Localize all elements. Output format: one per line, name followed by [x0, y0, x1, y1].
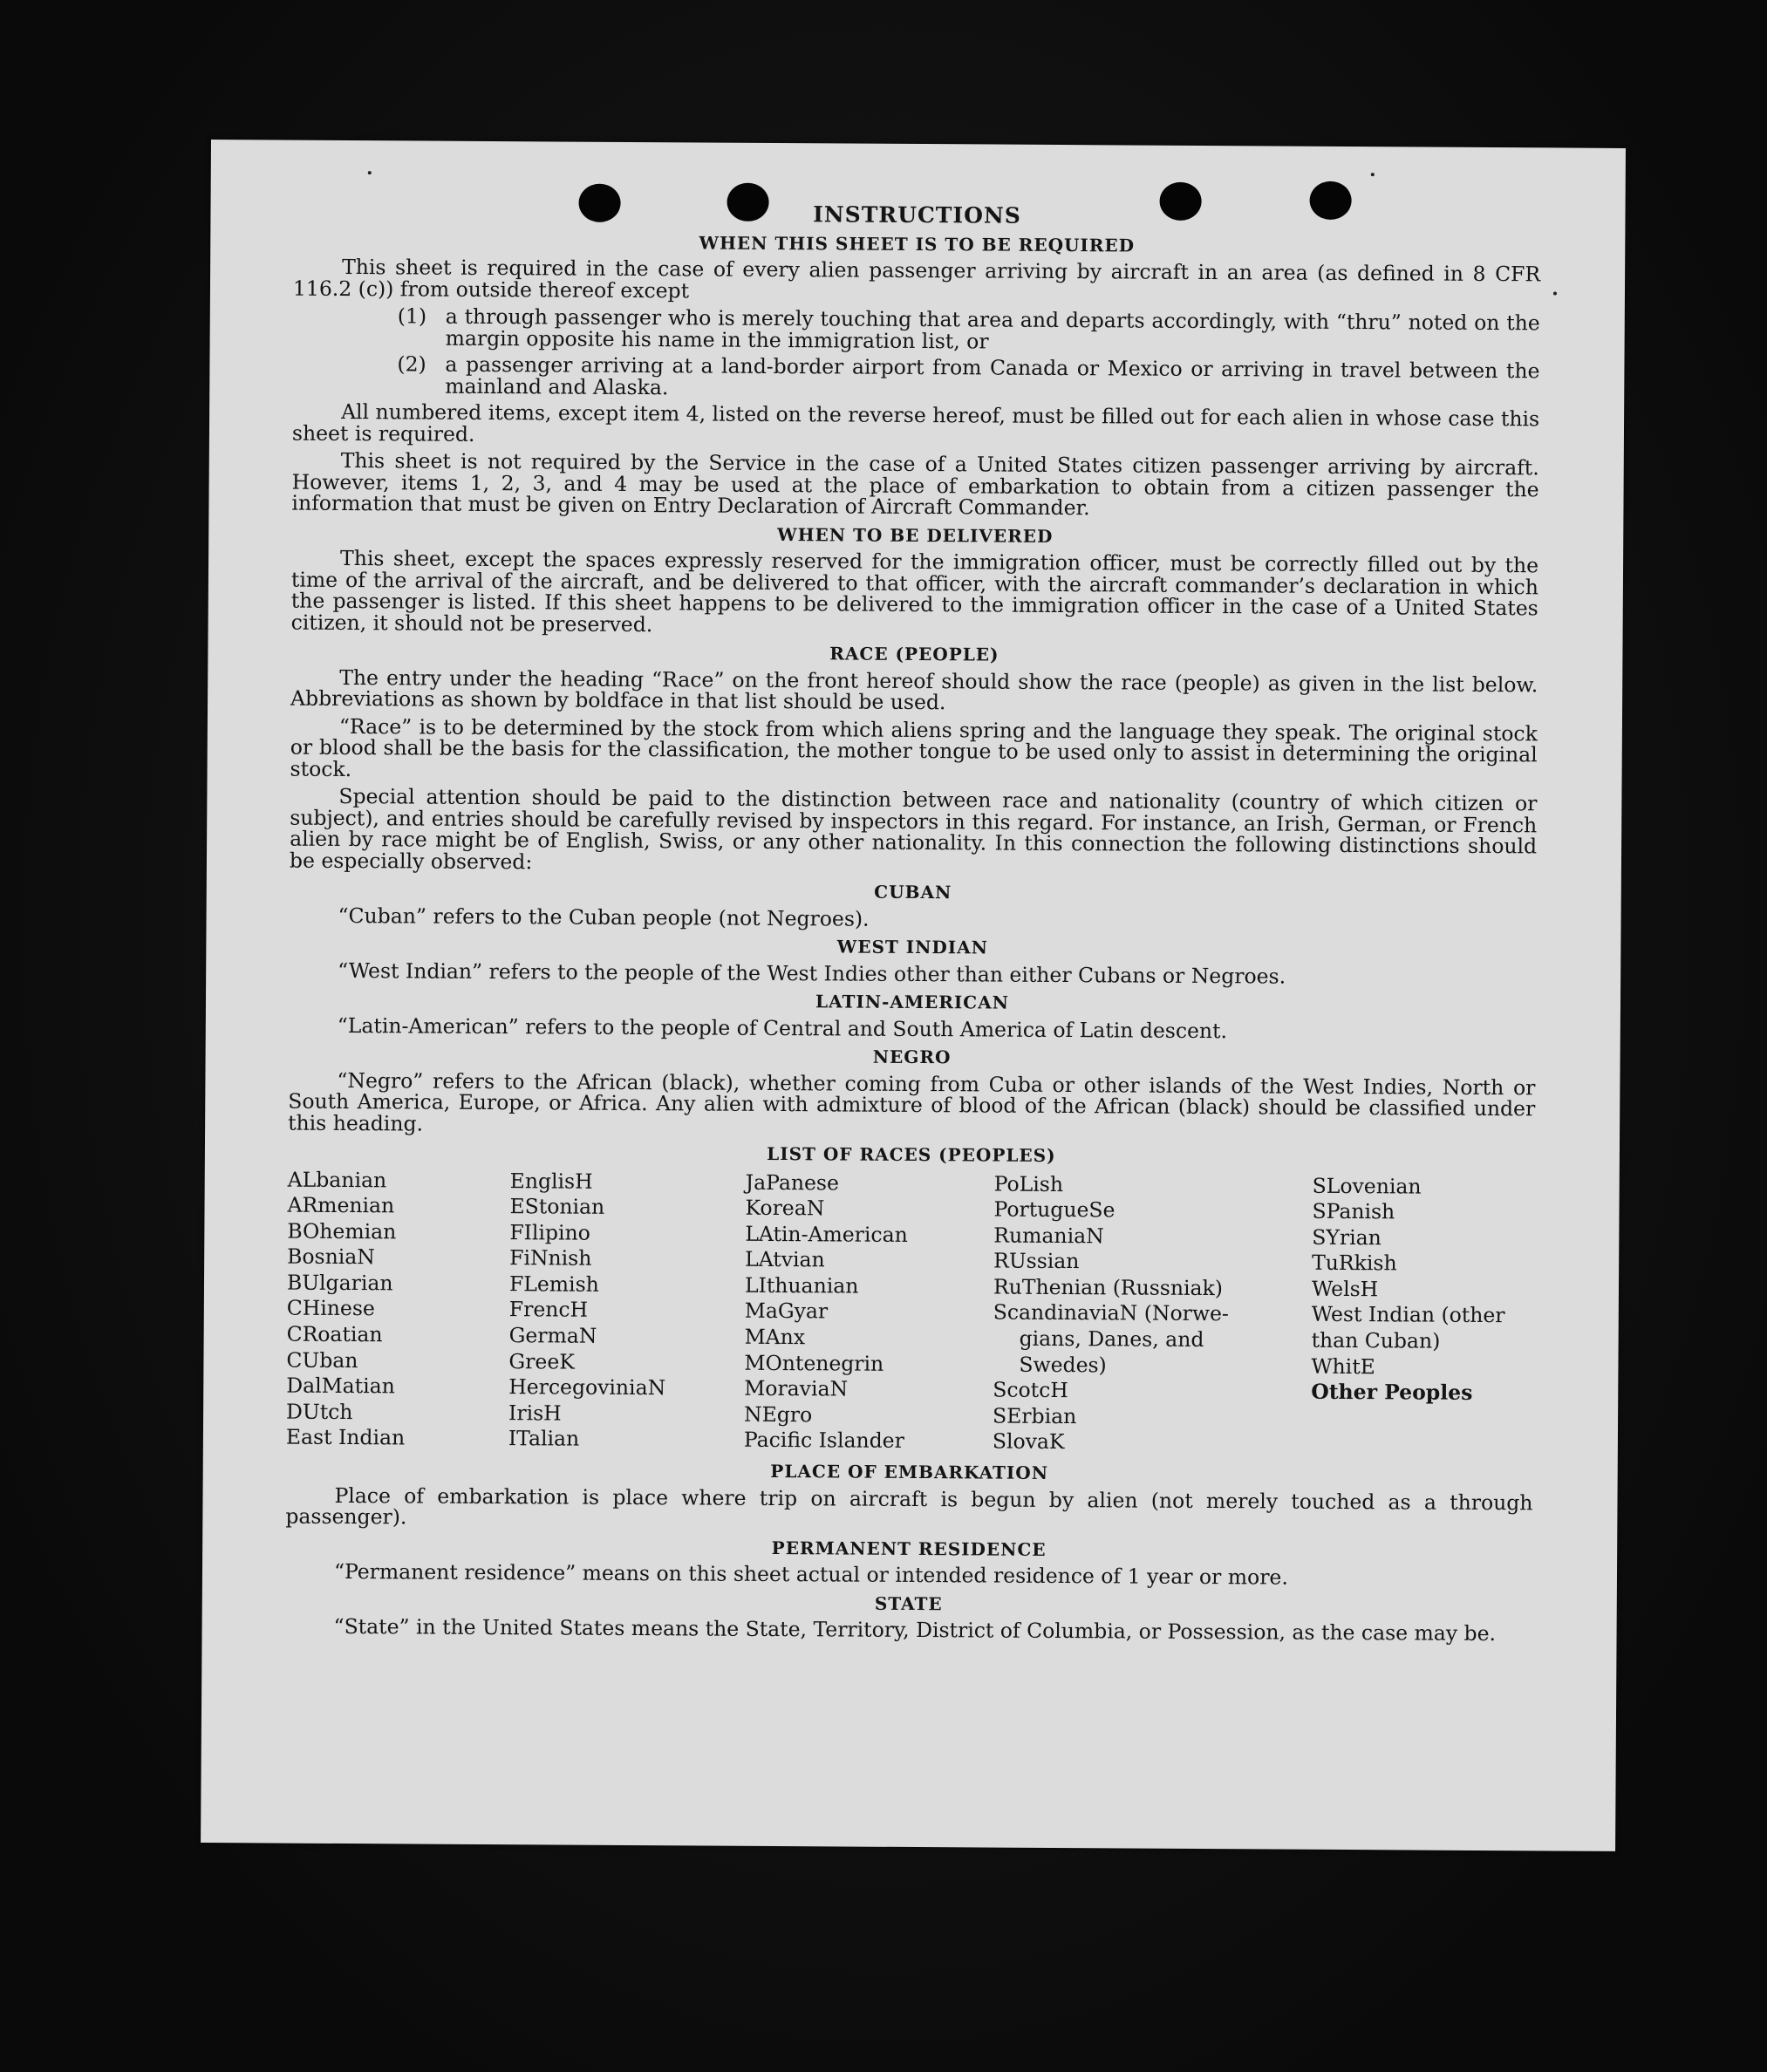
race-item: ITalian [508, 1426, 580, 1452]
race-para-3: Special attention should be paid to the distinction between race and nationality (country of which citizen or subject), and entries should be carefully revised by inspectors in this regard. For instance, an Irish, German, or French alien by race might be of English, Swiss, or any other nationality. In this connection the following distinctions should be especially observed: [289, 783, 1538, 874]
required-para-2: All numbered items, except item 4, listed on the reverse hereof, must be filled out for each alien in whose case this sheet is required. [291, 399, 1540, 446]
race-item: CUban [286, 1347, 358, 1373]
race-item: SlovaK [992, 1428, 1065, 1455]
race-item: RUssian [993, 1248, 1080, 1274]
race-item: ScotcH [993, 1377, 1068, 1403]
page-title: INSTRUCTIONS [813, 201, 1021, 228]
section-title-state: STATE [874, 1592, 943, 1614]
section-title-race: RACE (PEOPLE) [829, 643, 999, 665]
race-para-1: The entry under the heading “Race” on the front hereof should show the race (people) as given in the list below. Abbreviations as shown by boldface in that list should be used. [290, 665, 1538, 715]
race-item: MaGyar [744, 1298, 829, 1324]
race-item: BUlgarian [286, 1270, 393, 1296]
exception-item-2 [397, 353, 1539, 403]
race-item: DUtch [286, 1399, 353, 1424]
instructions-content [284, 201, 1540, 1651]
race-item: ARmenian [287, 1192, 395, 1218]
race-item: LAtvian [745, 1247, 825, 1272]
list-title: LIST OF RACES (PEOPLES) [767, 1142, 1056, 1166]
section-title-latin-american: LATIN-AMERICAN [815, 991, 1010, 1013]
race-item: MoraviaN [744, 1376, 849, 1401]
race-item: NEgro [744, 1401, 813, 1428]
section-title-negro: NEGRO [872, 1046, 952, 1068]
race-item: PoLish [993, 1171, 1064, 1196]
race-column [993, 1171, 1313, 1457]
race-item: Pacific Islander [743, 1428, 904, 1454]
race-item-continued: Swedes) [1019, 1352, 1107, 1378]
race-item: FIlipino [509, 1219, 590, 1245]
race-item: JaPanese [745, 1169, 840, 1195]
state-text: “State” in the United States means the State, Territory, District of Columbia, or Possession, as the case may be. [333, 1613, 1497, 1646]
embarkation-text: Place of embarkation is place where trip on aircraft is begun by alien (not merely touched as a through passenger). [285, 1482, 1533, 1530]
race-item: SPanish [1312, 1198, 1395, 1224]
race-item: LAtin-American [745, 1221, 908, 1247]
section-title-cuban: CUBAN [874, 881, 952, 903]
latin-american-text: “Latin-American” refers to the people of Central and South America of Latin descent. [337, 1012, 1228, 1043]
race-para-2: “Race” is to be determined by the stock from which aliens spring and the language they speak. The original stock or blood shall be the basis for the classification, the mother tongue to be used only to assist in determining the original stock. [290, 713, 1538, 781]
race-item: LIthuanian [744, 1272, 859, 1298]
race-item: BOhemian [287, 1218, 397, 1244]
race-column [744, 1169, 994, 1455]
race-item: WhitE [1311, 1353, 1375, 1379]
race-column [1311, 1173, 1535, 1458]
race-item: East Indian [285, 1425, 406, 1450]
item-text: a passenger arriving at a land-border airport from Canada or Mexico or arriving in travel between the mainland and Alaska. [445, 351, 1540, 399]
race-column [508, 1169, 746, 1454]
race-item: DalMatian [286, 1373, 395, 1399]
speck [1553, 291, 1557, 295]
race-item: TuRkish [1312, 1251, 1397, 1276]
item-number: (2) [397, 351, 426, 377]
race-item: SLovenian [1312, 1173, 1422, 1199]
race-item: FLemish [508, 1271, 599, 1297]
race-item: West Indian (other [1311, 1302, 1505, 1328]
race-item: IrisH [508, 1401, 562, 1426]
race-item: RuThenian (Russniak) [993, 1274, 1224, 1301]
race-item: KoreaN [745, 1195, 825, 1221]
race-item: CRoatian [286, 1321, 383, 1347]
cuban-text: “Cuban” refers to the Cuban people (not Negroes). [338, 903, 870, 931]
race-item: EStonian [509, 1194, 605, 1219]
delivered-text: This sheet, except the spaces expressly reserved for the immigration officer, must be correctly filled out by the time of the arrival of the aircraft, and be delivered to that officer, with the aircraft commander’s declaration in which the passenger is listed. If this sheet happens to be delivered to the immigration officer in the case of a United States citizen, it should not be preserved. [290, 545, 1539, 637]
race-item: WelsH [1311, 1276, 1379, 1302]
race-item: PortugueSe [993, 1196, 1115, 1223]
required-intro: This sheet is required in the case of every alien passenger arriving by aircraft in an area (as defined in 8 CFR 116.2 (c)) from outside thereof except [292, 254, 1541, 303]
section-title-delivered: WHEN TO BE DELIVERED [777, 523, 1054, 547]
negro-text: “Negro” refers to the African (black), whether coming from Cuba or other islands of the West Indies, North or South America, Europe, or Africa. Any alien with admixture of blood of the African (black) should be classified under this heading. [288, 1067, 1536, 1136]
section-title-residence: PERMANENT RESIDENCE [771, 1537, 1047, 1560]
section-title-required: WHEN THIS SHEET IS TO BE REQUIRED [699, 231, 1136, 256]
item-number: (1) [397, 303, 427, 329]
race-item: than Cuban) [1311, 1327, 1441, 1353]
race-item: SYrian [1312, 1224, 1382, 1250]
race-list [286, 1167, 1535, 1458]
exception-item-1 [398, 305, 1540, 355]
race-item-continued: gians, Danes, and [1019, 1326, 1204, 1353]
race-item: FiNnish [509, 1245, 592, 1271]
section-title-embarkation: PLACE OF EMBARKATION [770, 1461, 1049, 1483]
race-item: HercegoviniaN [508, 1374, 666, 1401]
document-sheet [201, 140, 1626, 1851]
section-title-west-indian: WEST INDIAN [836, 936, 989, 958]
race-item: FrencH [508, 1297, 589, 1323]
residence-text: “Permanent residence” means on this sheet actual or intended residence of 1 year or more. [333, 1558, 1288, 1590]
race-item: BosniaN [287, 1244, 375, 1270]
race-item: SErbian [993, 1403, 1077, 1428]
race-item: MAnx [744, 1324, 806, 1350]
race-item: ALbanian [287, 1167, 387, 1192]
race-item: Other Peoples [1311, 1380, 1473, 1406]
race-item: GreeK [508, 1348, 575, 1374]
item-text: a through passenger who is merely touching that area and departs accordingly, with “thru” noted on the margin opposite his name in the immigration list, or [445, 303, 1540, 353]
speck [1371, 173, 1375, 176]
race-item: ScandinaviaN (Norwe- [993, 1300, 1229, 1326]
race-item: CHinese [286, 1296, 375, 1321]
race-item: MOntenegrin [744, 1350, 884, 1376]
race-item: RumaniaN [993, 1223, 1104, 1249]
race-item: EnglisH [509, 1168, 593, 1194]
required-para-3: This sheet is not required by the Service in the case of a United States citizen passenger arriving by aircraft. However, items 1, 2, 3, and 4 may be used at the place of embarkation to obtain from a citizen passenger the information that must be given on Entry Declaration of Aircraft Commander. [291, 447, 1539, 521]
race-column [286, 1167, 510, 1452]
west-indian-text: “West Indian” refers to the people of the West Indies other than either Cubans or Negroes. [338, 958, 1286, 989]
race-item: GermaN [508, 1323, 597, 1348]
speck [368, 171, 372, 174]
